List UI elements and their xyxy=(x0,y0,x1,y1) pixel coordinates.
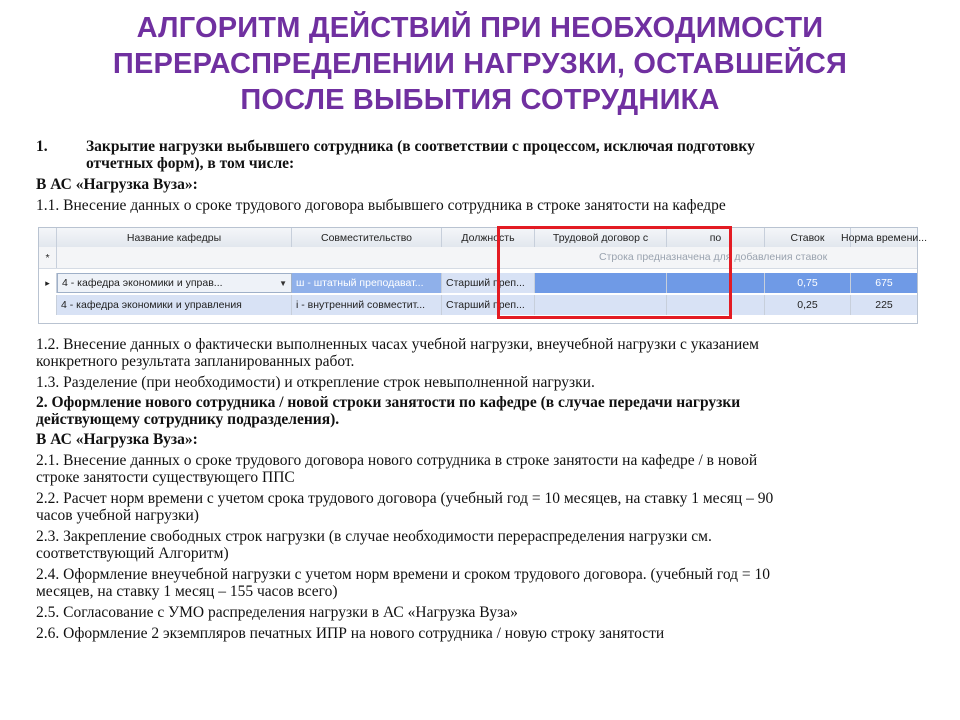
item-2-4-line-2: месяцев, на ставку 1 месяц – 155 часов всего) xyxy=(36,583,338,600)
grid-header-row xyxy=(39,228,927,248)
item-1-2-line-2: конкретного результата запланированных работ. xyxy=(36,353,355,370)
item-2-6: 2.6. Оформление 2 экземпляров печатных ИПР на нового сотрудника / новую строку занятости xyxy=(36,625,665,642)
grid-new-row-placeholder: Строка предназначена для добавления ставок xyxy=(599,251,828,263)
dept-select-value: 4 - кафедра экономики и управ... xyxy=(62,277,223,289)
position-cell[interactable]: Старший преп... xyxy=(442,273,535,293)
staff-rates-grid xyxy=(38,227,927,324)
position-cell[interactable]: Старший преп... xyxy=(442,295,535,315)
item-1-1: 1.1. Внесение данных о сроке трудового договора выбывшего сотрудника в строке занятости на кафедре xyxy=(36,197,726,214)
item-2-1-line-1: 2.1. Внесение данных о сроке трудового договора нового сотрудника в строке занятости на кафедре / в новой xyxy=(36,452,758,469)
table-row[interactable] xyxy=(39,273,917,293)
item-2-3 xyxy=(36,528,936,562)
section-2-heading-line-1: 2. Оформление нового сотрудника / новой строки занятости по кафедре (в случае передачи нагрузки xyxy=(36,394,741,411)
item-2-2 xyxy=(36,490,936,524)
grid-header-combo[interactable]: Совместительство xyxy=(292,228,442,247)
grid-header-rate[interactable]: Ставок xyxy=(765,228,851,247)
section-1-heading-line-1: Закрытие нагрузки выбывшего сотрудника (в соответствии с процессом, исключая подготовку xyxy=(86,138,755,155)
item-2-1-line-2: строке занятости существующего ППС xyxy=(36,469,295,486)
grid-header-contract-from[interactable]: Трудовой договор с xyxy=(535,228,667,247)
dept-select[interactable] xyxy=(57,273,292,293)
item-1-3: 1.3. Разделение (при необходимости) и открепление строк невыполненной нагрузки. xyxy=(36,374,595,391)
chevron-down-icon[interactable]: ▼ xyxy=(279,279,287,288)
grid-header-norm[interactable]: Норма времени... xyxy=(841,231,927,244)
section-1-as-label: В АС «Нагрузка Вуза»: xyxy=(36,176,198,193)
combo-cell[interactable]: i - внутренний совместит... xyxy=(292,295,442,315)
grid-header-contract-to[interactable]: по xyxy=(667,228,765,247)
table-row[interactable] xyxy=(39,295,917,315)
grid-new-row[interactable] xyxy=(39,247,917,269)
item-1-2-line-1: 1.2. Внесение данных о фактически выполненных часах учебной нагрузки, внеучебной нагрузки с указанием xyxy=(36,336,759,353)
item-2-4-line-1: 2.4. Оформление внеучебной нагрузки с учетом норм времени и сроком трудового договора. (учебный год = 10 xyxy=(36,566,771,583)
section-1-heading-line-2: отчетных форм), в том числе: xyxy=(86,155,295,172)
rate-cell[interactable]: 0,25 xyxy=(765,295,851,315)
item-2-4 xyxy=(36,566,936,600)
grid-new-row-marker: * xyxy=(39,247,57,268)
title-line-2: ПЕРЕРАСПРЕДЕЛЕНИИ НАГРУЗКИ, ОСТАВШЕЙСЯ xyxy=(112,48,848,80)
norm-cell[interactable]: 675 xyxy=(851,273,917,293)
grid-header-corner xyxy=(39,228,57,247)
row-indicator: ▸ xyxy=(39,273,57,293)
item-1-2 xyxy=(36,336,936,370)
rate-cell[interactable]: 0,75 xyxy=(765,273,851,293)
slide-title xyxy=(40,10,920,118)
item-2-5: 2.5. Согласование с УМО распределения нагрузки в АС «Нагрузка Вуза» xyxy=(36,604,518,621)
item-2-3-line-1: 2.3. Закрепление свободных строк нагрузки (в случае необходимости перераспределения нагрузки см. xyxy=(36,528,712,545)
row-indicator xyxy=(39,295,57,315)
item-2-2-line-2: часов учебной нагрузки) xyxy=(36,507,199,524)
title-line-1: АЛГОРИТМ ДЕЙСТВИЙ ПРИ НЕОБХОДИМОСТИ xyxy=(136,12,824,44)
section-1-number: 1. xyxy=(36,138,48,155)
title-line-3: ПОСЛЕ ВЫБЫТИЯ СОТРУДНИКА xyxy=(240,84,720,116)
contract-dates-highlight-box xyxy=(497,226,732,319)
section-2-heading xyxy=(36,394,936,428)
grid-header-dept[interactable]: Название кафедры xyxy=(57,228,292,247)
section-2-as-label: В АС «Нагрузка Вуза»: xyxy=(36,431,198,448)
dept-cell[interactable]: 4 - кафедра экономики и управления xyxy=(57,295,292,315)
norm-cell[interactable]: 225 xyxy=(851,295,917,315)
section-2-heading-line-2: действующему сотруднику подразделения). xyxy=(36,411,340,428)
slide-body xyxy=(36,138,936,642)
item-2-2-line-1: 2.2. Расчет норм времени с учетом срока трудового договора (учебный год = 10 месяцев, на ставку 1 месяц – 90 xyxy=(36,490,774,507)
section-1-heading xyxy=(36,138,936,172)
item-2-3-line-2: соответствующий Алгоритм) xyxy=(36,545,229,562)
item-2-1 xyxy=(36,452,936,486)
combo-cell[interactable]: ш - штатный преподават... xyxy=(292,273,442,293)
grid-header-position[interactable]: Должность xyxy=(442,228,535,247)
